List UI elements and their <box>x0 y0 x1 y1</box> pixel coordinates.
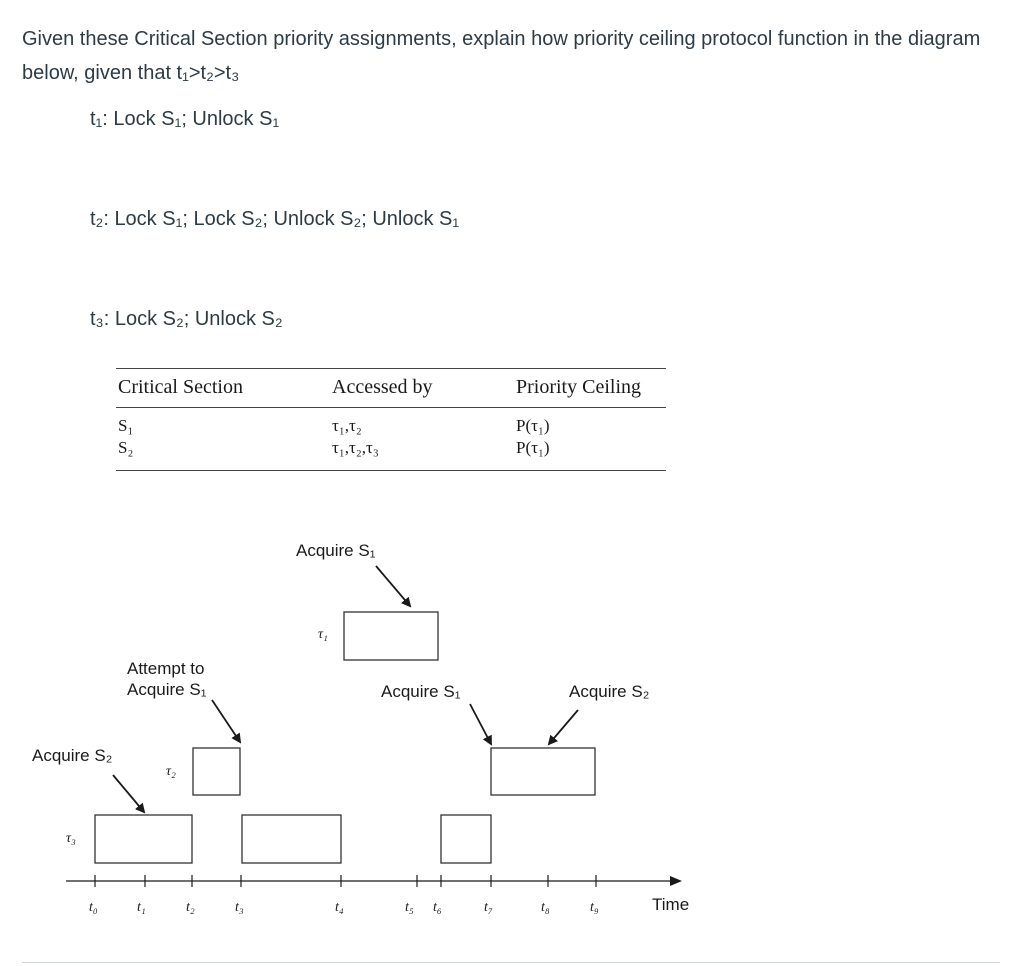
time-label-t4: t₄ <box>335 900 344 915</box>
row1-accessed: τ₁,τ₂ <box>332 416 362 435</box>
acquire-s2-right-arrow <box>549 710 578 744</box>
acquire-s2-left-annotation: Acquire S₂ <box>32 746 113 765</box>
priority-ceiling-table <box>116 368 666 471</box>
task-3-ops: Lock S₂; Unlock S₂ <box>114 308 283 330</box>
task-2-ops: Lock S₁; Lock S₂; Unlock S₂; Unlock S₁ <box>114 208 460 230</box>
time-label-t5: t₅ <box>405 900 414 915</box>
task-2-label: t₂: <box>90 208 115 230</box>
task-3-line <box>90 308 283 331</box>
time-label-t2: t₂ <box>186 900 195 915</box>
question-text: Given these Critical Section priority assignments, explain how priority ceiling protocol function in the diagram below, given that t₁>t₂>t₃ <box>22 28 981 84</box>
row2-section: S₂ <box>118 438 134 457</box>
time-label-t9: t₉ <box>590 900 599 915</box>
acquire-s2-right-annotation: Acquire S₂ <box>569 682 650 701</box>
tau2-label: τ₂ <box>166 764 176 779</box>
acquire-s2-left-arrow <box>113 775 144 812</box>
time-label-t6: t₆ <box>433 900 442 915</box>
header-critical-section: Critical Section <box>118 376 243 398</box>
time-axis-arrowhead <box>670 876 682 886</box>
tau3-box-2 <box>242 815 341 863</box>
table-header <box>116 369 666 407</box>
header-priority-ceiling: Priority Ceiling <box>516 376 641 398</box>
tau1-label: τ₁ <box>318 627 328 642</box>
acquire-s1-annotation: Acquire S₁ <box>296 541 376 560</box>
tau1-execution-box <box>344 612 438 660</box>
attempt-acquire-line2: Acquire S₁ <box>127 680 207 699</box>
task-1-ops: Lock S₁; Unlock S₁ <box>113 108 280 130</box>
table-body <box>116 408 666 470</box>
timeline-diagram <box>0 520 1024 940</box>
task-1-label: t₁: <box>90 108 114 130</box>
row1-section: S₁ <box>118 416 134 435</box>
row1-ceiling: P(τ₁) <box>516 416 550 435</box>
row2-accessed: τ₁,τ₂,τ₃ <box>332 438 379 457</box>
header-accessed-by: Accessed by <box>332 376 433 398</box>
time-label-t8: t₈ <box>541 900 550 915</box>
tau2-box-1 <box>193 748 240 795</box>
acquire-s1-mid-arrow <box>470 704 491 744</box>
time-label-t1: t₁ <box>137 900 146 915</box>
acquire-s1-arrow <box>376 566 410 606</box>
time-label-t7: t₇ <box>484 900 493 915</box>
task-3-label: t₃: <box>90 308 115 330</box>
table-bottom-rule <box>116 470 666 471</box>
tau3-box-1 <box>95 815 192 863</box>
tau3-box-3 <box>441 815 491 863</box>
row2-ceiling: P(τ₁) <box>516 438 550 457</box>
time-axis-label: Time <box>652 895 690 914</box>
tau3-label: τ₃ <box>66 831 76 846</box>
task-2-line <box>90 208 459 231</box>
acquire-s1-mid-annotation: Acquire S₁ <box>381 682 461 701</box>
time-label-t0: t₀ <box>89 900 98 915</box>
attempt-acquire-line1: Attempt to <box>127 659 205 678</box>
time-label-t3: t₃ <box>235 900 244 915</box>
task-1-line <box>90 108 279 131</box>
page-divider <box>22 962 1000 963</box>
attempt-acquire-arrow <box>212 700 240 742</box>
tau2-box-2 <box>491 748 595 795</box>
